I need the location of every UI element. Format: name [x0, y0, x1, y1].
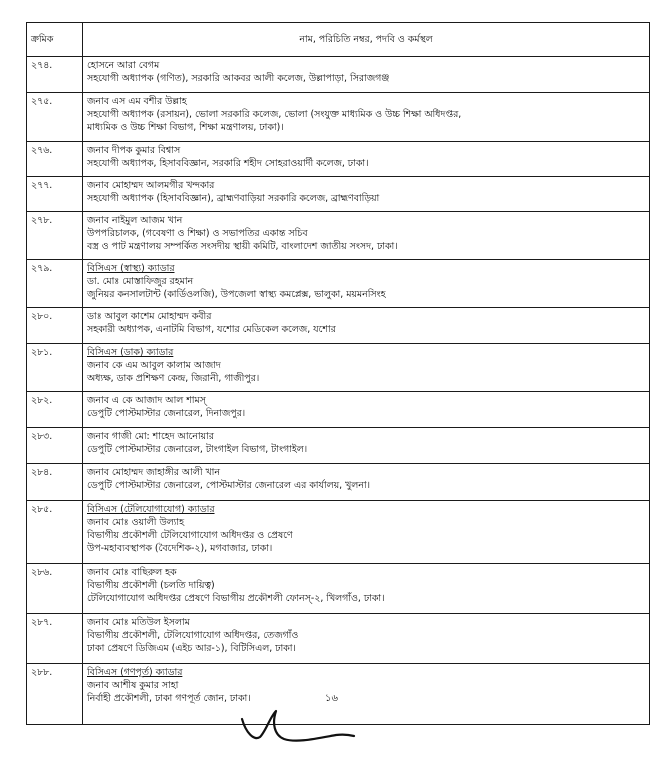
row-heading-line: জনাব মোঃ মতিউল ইসলাম — [87, 617, 190, 628]
row-detail-line: সহকারী অধ্যাপক, এনাটমি বিভাগ, যশোর মেডিকেল কলেজ, যশোর — [87, 324, 336, 335]
row-details — [83, 664, 650, 725]
row-detail-line: নির্বাহী প্রকৌশলী, ঢাকা গণপূর্ত জোন, ঢাকা। — [87, 693, 251, 704]
officer-list-table — [26, 22, 650, 725]
row-details — [83, 344, 650, 392]
table-row — [27, 212, 650, 260]
table-row — [27, 464, 650, 501]
table-row — [27, 501, 650, 564]
row-details — [83, 260, 650, 308]
row-detail-line: টেলিযোগাযোগ অধিদপ্তর প্রেষণে বিভাগীয় প্রকৌশলী ফোনস্-২, খিলগাঁও, ঢাকা। — [87, 593, 385, 604]
table-row — [27, 614, 650, 664]
table-body — [27, 57, 650, 725]
row-serial-number: ২৮৭. — [27, 614, 83, 664]
row-detail-line: মাধ্যমিক ও উচ্চ শিক্ষা বিভাগ, শিক্ষা মন্ত্রণালয়, ঢাকা)। — [87, 122, 284, 133]
table-row — [27, 344, 650, 392]
row-heading-line: বিসিএস (গণপূর্ত) ক্যাডার — [87, 667, 183, 678]
row-serial-number: ২৮৪. — [27, 464, 83, 501]
row-details — [83, 212, 650, 260]
row-detail-line: জনাব মোঃ ওয়ালী উল্যাহ — [87, 517, 185, 528]
row-details — [83, 93, 650, 142]
row-heading-line: হোসনে আরা বেগম — [87, 60, 160, 71]
row-details — [83, 428, 650, 464]
row-heading-line: জনাব গাজী মো: শাহেদ আনোয়ার — [87, 431, 214, 442]
row-detail-line: জনাব কে এম আবুল কালাম আজাদ — [87, 360, 221, 371]
row-detail-line: ডেপুটি পোস্টমাস্টার জেনারেল, পোস্টমাস্টার জেনারেল এর কার্যালয়, খুলনা। — [87, 480, 370, 491]
page-number: ১৬ — [325, 693, 338, 704]
row-detail-line: সহযোগী অধ্যাপক (হিসাববিজ্ঞান), ব্রাহ্মণবাড়িয়া সরকারি কলেজ, ব্রাহ্মণবাড়িয়া — [87, 193, 380, 204]
table-row — [27, 564, 650, 614]
row-details — [83, 57, 650, 93]
row-detail-line: সহযোগী অধ্যাপক, হিসাববিজ্ঞান, সরকারি শহীদ সোহরাওয়ার্দী কলেজ, ঢাকা। — [87, 158, 369, 169]
table-row — [27, 428, 650, 464]
row-detail-line: বিভাগীয় প্রকৌশলী, টেলিযোগাযোগ অধিদপ্তর, তেজগাঁও — [87, 630, 299, 641]
row-serial-number: ২৮২. — [27, 392, 83, 428]
row-details — [83, 464, 650, 501]
table-row — [27, 308, 650, 344]
row-detail-line: বিভাগীয় প্রকৌশলী (চলতি দায়িত্ব) — [87, 580, 215, 591]
row-detail-line: বস্ত্র ও পাট মন্ত্রণালয় সম্পর্কিত সংসদীয় স্থায়ী কমিটি, বাংলাদেশ জাতীয় সংসদ, ঢাকা। — [87, 241, 398, 252]
row-detail-line: সহযোগী অধ্যাপক (রসায়ন), ভোলা সরকারি কলেজ, ভোলা (সংযুক্ত মাধ্যমিক ও উচ্চ শিক্ষা অধিদপ্তর, — [87, 109, 462, 120]
column-header-serial: ক্রমিক — [27, 23, 83, 57]
row-details — [83, 142, 650, 177]
row-serial-number: ২৭৮. — [27, 212, 83, 260]
signature-mark — [236, 705, 356, 747]
row-detail-line: জনাব আশীষ কুমার সাহা — [87, 680, 179, 691]
table-row — [27, 142, 650, 177]
row-serial-number: ২৮৫. — [27, 501, 83, 564]
row-details — [83, 392, 650, 428]
row-serial-number: ২৮০. — [27, 308, 83, 344]
table-row — [27, 392, 650, 428]
row-heading-line: জনাব মোহাম্মদ আলমগীর খন্দকার — [87, 180, 215, 191]
row-heading-line: জনাব নাইমুল আজম খান — [87, 215, 183, 226]
row-serial-number: ২৮৩. — [27, 428, 83, 464]
table-row — [27, 260, 650, 308]
row-serial-number: ২৮১. — [27, 344, 83, 392]
row-details — [83, 564, 650, 614]
row-detail-line: উপপরিচালক, (গবেষণা ও শিক্ষা) ও সভাপতির একান্ত সচিব — [87, 228, 308, 239]
row-detail-line: ডা. মোঃ মোস্তাফিজুর রহমান — [87, 276, 194, 287]
row-heading-line: বিসিএস (স্বাস্থ্য) ক্যাডার — [87, 263, 175, 274]
row-serial-number: ২৭৯. — [27, 260, 83, 308]
table-row — [27, 57, 650, 93]
table-header-row — [27, 23, 650, 57]
row-heading-line: জনাব মোঃ বাছিরুল হক — [87, 567, 177, 578]
row-detail-line: জুনিয়র কনসালটান্ট (কার্ডিওলজি), উপজেলা স্বাস্থ্য কমপ্লেক্স, ভালুকা, ময়মনসিংহ — [87, 289, 386, 300]
row-serial-number: ২৭৫. — [27, 93, 83, 142]
row-details — [83, 177, 650, 212]
row-heading-line: জনাব এস এম বশীর উল্লাহ — [87, 96, 187, 107]
row-serial-number: ২৮৮. — [27, 664, 83, 725]
row-detail-line: উপ-মহাব্যবস্থাপক (বৈদেশিক-২), মগবাজার, ঢাকা। — [87, 543, 273, 554]
row-detail-line: ঢাকা প্রেষণে ডিজিএম (এইচ আর-১), বিটিসিএল, ঢাকা। — [87, 643, 296, 654]
row-serial-number: ২৭৭. — [27, 177, 83, 212]
row-heading-line: জনাব এ কে আজাদ আল শামস্ — [87, 395, 206, 406]
row-detail-line: সহযোগী অধ্যাপক (গণিত), সরকারি আকবর আলী কলেজ, উল্লাপাড়া, সিরাজগঞ্জ — [87, 73, 390, 84]
row-serial-number: ২৮৬. — [27, 564, 83, 614]
row-detail-line: ডেপুটি পোস্টমাস্টার জেনারেল, টাংগাইল বিভাগ, টাংগাইল। — [87, 444, 308, 455]
table-row — [27, 93, 650, 142]
row-heading-line: জনাব মোহাম্মদ জাহাঙ্গীর আলী খান — [87, 467, 220, 478]
row-details — [83, 308, 650, 344]
row-serial-number: ২৭৪. — [27, 57, 83, 93]
row-details — [83, 501, 650, 564]
row-heading-line: বিসিএস (ডাক) ক্যাডার — [87, 347, 174, 358]
row-heading-line: বিসিএস (টেলিযোগাযোগ) ক্যাডার — [87, 504, 215, 515]
row-serial-number: ২৭৬. — [27, 142, 83, 177]
row-detail-line: বিভাগীয় প্রকৌশলী টেলিযোগাযোগ অধিদপ্তর ও প্রেষণে — [87, 530, 293, 541]
row-heading-line: জনাব দীপক কুমার বিশ্বাস — [87, 145, 181, 156]
row-detail-line: অধ্যক্ষ, ডাক প্রশিক্ষণ কেন্দ্র, জিরানী, গাজীপুর। — [87, 373, 260, 384]
row-details — [83, 614, 650, 664]
row-heading-line: ডাঃ আবুল কাশেম মোহাম্মদ কবীর — [87, 311, 212, 322]
table-row — [27, 177, 650, 212]
row-detail-line: ডেপুটি পোস্টমাস্টার জেনারেল, দিনাজপুর। — [87, 408, 246, 419]
column-header-details: নাম, পরিচিতি নম্বর, পদবি ও কর্মস্থল — [83, 23, 650, 57]
